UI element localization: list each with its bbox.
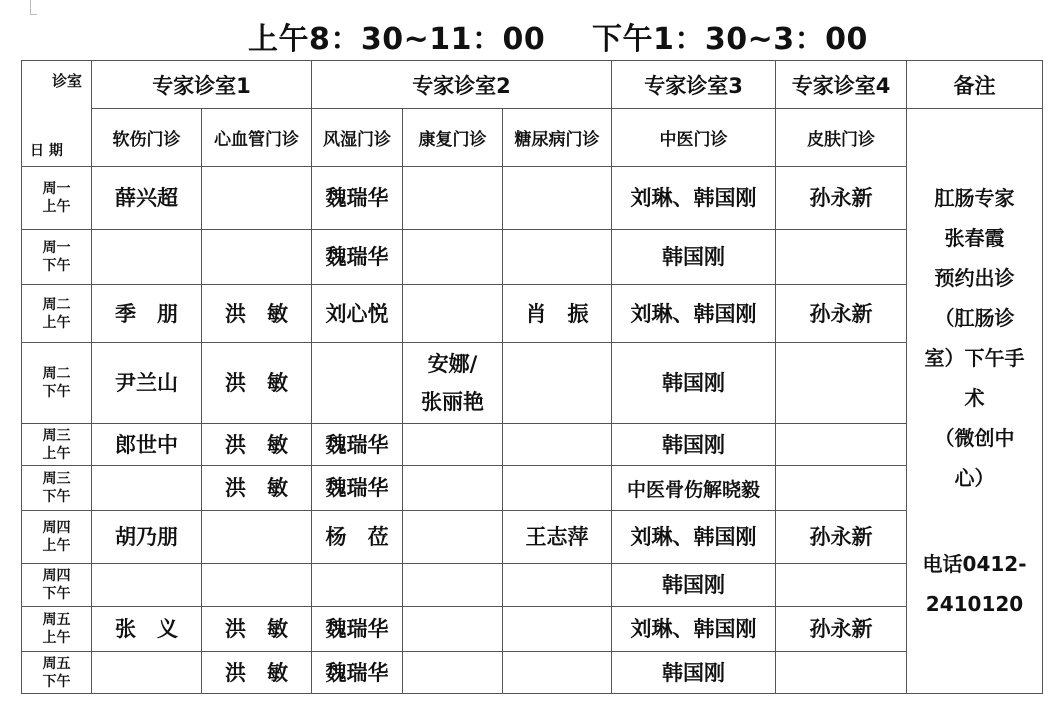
period-label: 上午 bbox=[42, 538, 71, 554]
weekday-label: 周五 bbox=[42, 655, 71, 672]
remark-spacer bbox=[907, 498, 1042, 544]
doctor-cell: 刘琳、韩国刚 bbox=[612, 285, 776, 343]
doctor-cell bbox=[776, 343, 907, 424]
doctor-cell: 孙永新 bbox=[776, 285, 907, 343]
doctor-cell bbox=[776, 230, 907, 285]
schedule-row bbox=[22, 466, 1043, 511]
weekday-label: 周四 bbox=[42, 520, 71, 536]
schedule-row bbox=[22, 230, 1043, 285]
day-period-cell bbox=[22, 607, 92, 652]
period-label: 下午 bbox=[42, 258, 71, 274]
doctor-cell bbox=[503, 607, 612, 652]
room-3-header: 专家诊室3 bbox=[612, 61, 776, 109]
clinic-header: 糖尿病门诊 bbox=[503, 109, 612, 167]
clinic-header: 皮肤门诊 bbox=[776, 109, 907, 167]
remark-line: 室）下午手 bbox=[924, 346, 1025, 370]
morning-hours: 上午8：30~11：00 bbox=[248, 22, 546, 57]
period-label: 上午 bbox=[42, 630, 71, 646]
phone-line: 2410120 bbox=[925, 592, 1024, 616]
phone-line: 电话0412- bbox=[922, 552, 1027, 576]
schedule-row bbox=[22, 564, 1043, 607]
day-period-cell bbox=[22, 424, 92, 466]
doctor-cell: 安娜/ 张丽艳 bbox=[403, 343, 503, 424]
day-period-cell bbox=[22, 652, 92, 694]
doctor-cell: 尹兰山 bbox=[92, 343, 202, 424]
doctor-cell bbox=[92, 564, 202, 607]
doctor-cell: 孙永新 bbox=[776, 167, 907, 230]
doctor-cell bbox=[312, 564, 403, 607]
day-period-cell bbox=[22, 564, 92, 607]
schedule-row bbox=[22, 424, 1043, 466]
doctor-cell bbox=[403, 285, 503, 343]
doctor-cell bbox=[202, 167, 312, 230]
doctor-cell: 薛兴超 bbox=[92, 167, 202, 230]
clinic-hours bbox=[0, 18, 1051, 62]
day-period-cell bbox=[22, 230, 92, 285]
doctor-cell: 洪 敏 bbox=[202, 424, 312, 466]
doctor-cell: 韩国刚 bbox=[612, 564, 776, 607]
doctor-cell: 洪 敏 bbox=[202, 285, 312, 343]
weekday-label: 周二 bbox=[42, 366, 71, 382]
doctor-cell bbox=[503, 652, 612, 694]
clinic-header: 风湿门诊 bbox=[312, 109, 403, 167]
remark-line: （肛肠诊 bbox=[934, 306, 1015, 330]
doctor-cell bbox=[403, 424, 503, 466]
doctor-cell bbox=[503, 424, 612, 466]
room-header-row bbox=[22, 61, 1043, 109]
doctor-cell: 魏瑞华 bbox=[312, 424, 403, 466]
corner-room-label: 诊室 bbox=[51, 72, 82, 90]
day-period-cell bbox=[22, 343, 92, 424]
period-label: 下午 bbox=[42, 489, 71, 505]
corner-date-label: 日 期 bbox=[30, 143, 63, 159]
doctor-cell: 胡乃朋 bbox=[92, 511, 202, 564]
doctor-cell bbox=[403, 652, 503, 694]
remark-line: （微创中 bbox=[934, 426, 1015, 450]
doctor-cell bbox=[503, 564, 612, 607]
doctor-cell bbox=[776, 652, 907, 694]
weekday-label: 周一 bbox=[42, 181, 71, 197]
period-label: 下午 bbox=[42, 586, 71, 602]
period-label: 下午 bbox=[42, 384, 71, 400]
doctor-cell: 韩国刚 bbox=[612, 343, 776, 424]
remark-line: 预约出诊 bbox=[934, 266, 1015, 290]
clinic-header: 心血管门诊 bbox=[202, 109, 312, 167]
weekday-label: 周二 bbox=[42, 296, 71, 313]
doctor-cell: 洪 敏 bbox=[202, 466, 312, 511]
doctor-cell bbox=[403, 466, 503, 511]
weekday-label: 周一 bbox=[42, 240, 71, 256]
period-label: 下午 bbox=[42, 673, 71, 690]
doctor-cell bbox=[92, 652, 202, 694]
doctor-cell bbox=[202, 564, 312, 607]
doctor-cell: 洪 敏 bbox=[202, 607, 312, 652]
day-period-cell bbox=[22, 466, 92, 511]
schedule-row bbox=[22, 167, 1043, 230]
page-corner-mark bbox=[30, 0, 37, 15]
doctor-cell bbox=[92, 230, 202, 285]
schedule-row bbox=[22, 343, 1043, 424]
remark-line: 心） bbox=[954, 466, 995, 490]
doctor-cell bbox=[202, 511, 312, 564]
room-1-header: 专家诊室1 bbox=[92, 61, 312, 109]
clinic-header: 中医门诊 bbox=[612, 109, 776, 167]
doctor-cell: 郎世中 bbox=[92, 424, 202, 466]
doctor-cell bbox=[503, 343, 612, 424]
doctor-cell bbox=[503, 466, 612, 511]
schedule-row bbox=[22, 652, 1043, 694]
day-period-cell bbox=[22, 511, 92, 564]
doctor-cell bbox=[503, 230, 612, 285]
schedule-table bbox=[21, 60, 1043, 694]
doctor-cell bbox=[202, 230, 312, 285]
period-label: 上午 bbox=[42, 199, 71, 215]
doctor-cell: 洪 敏 bbox=[202, 652, 312, 694]
doctor-cell bbox=[403, 607, 503, 652]
doctor-cell bbox=[776, 466, 907, 511]
remark-header: 备注 bbox=[907, 61, 1043, 109]
day-period-cell bbox=[22, 167, 92, 230]
doctor-cell: 孙永新 bbox=[776, 607, 907, 652]
doctor-cell: 魏瑞华 bbox=[312, 466, 403, 511]
doctor-cell bbox=[503, 167, 612, 230]
doctor-cell: 魏瑞华 bbox=[312, 230, 403, 285]
remark-line: 张春霞 bbox=[944, 226, 1005, 250]
remark-note bbox=[907, 178, 1042, 498]
doctor-cell: 肖 振 bbox=[503, 285, 612, 343]
doctor-cell: 张 义 bbox=[92, 607, 202, 652]
clinic-header: 康复门诊 bbox=[403, 109, 503, 167]
doctor-cell: 刘琳、韩国刚 bbox=[612, 167, 776, 230]
doctor-cell bbox=[403, 230, 503, 285]
doctor-cell: 刘琳、韩国刚 bbox=[612, 511, 776, 564]
doctor-cell bbox=[92, 466, 202, 511]
doctor-cell: 韩国刚 bbox=[612, 230, 776, 285]
doctor-cell: 洪 敏 bbox=[202, 343, 312, 424]
schedule-row bbox=[22, 511, 1043, 564]
weekday-label: 周五 bbox=[42, 612, 71, 628]
period-label: 上午 bbox=[42, 445, 71, 462]
room-4-header: 专家诊室4 bbox=[776, 61, 907, 109]
doctor-cell: 王志萍 bbox=[503, 511, 612, 564]
clinic-header-row bbox=[22, 109, 1043, 167]
doctor-cell: 魏瑞华 bbox=[312, 652, 403, 694]
afternoon-hours: 下午1：30~3：00 bbox=[592, 22, 868, 57]
doctor-cell bbox=[776, 424, 907, 466]
corner-cell bbox=[22, 61, 92, 167]
doctor-cell: 韩国刚 bbox=[612, 652, 776, 694]
doctor-cell: 刘琳、韩国刚 bbox=[612, 607, 776, 652]
schedule-row bbox=[22, 285, 1043, 343]
weekday-label: 周四 bbox=[42, 568, 71, 584]
doctor-cell: 孙永新 bbox=[776, 511, 907, 564]
doctor-cell: 中医骨伤解晓毅 bbox=[612, 466, 776, 511]
weekday-label: 周三 bbox=[42, 471, 71, 487]
schedule-row bbox=[22, 607, 1043, 652]
doctor-cell bbox=[403, 167, 503, 230]
room-2-header: 专家诊室2 bbox=[312, 61, 612, 109]
remark-phone bbox=[907, 544, 1042, 624]
doctor-cell: 季 朋 bbox=[92, 285, 202, 343]
doctor-cell bbox=[312, 343, 403, 424]
doctor-cell: 刘心悦 bbox=[312, 285, 403, 343]
clinic-header: 软伤门诊 bbox=[92, 109, 202, 167]
remark-line: 术 bbox=[964, 386, 985, 410]
remark-cell bbox=[907, 109, 1043, 694]
period-label: 上午 bbox=[42, 314, 71, 331]
weekday-label: 周三 bbox=[42, 427, 71, 444]
day-period-cell bbox=[22, 285, 92, 343]
remark-line: 肛肠专家 bbox=[934, 186, 1015, 210]
doctor-cell: 韩国刚 bbox=[612, 424, 776, 466]
doctor-cell bbox=[403, 511, 503, 564]
doctor-cell: 杨 莅 bbox=[312, 511, 403, 564]
doctor-cell: 魏瑞华 bbox=[312, 167, 403, 230]
doctor-cell: 魏瑞华 bbox=[312, 607, 403, 652]
doctor-cell bbox=[403, 564, 503, 607]
doctor-cell bbox=[776, 564, 907, 607]
